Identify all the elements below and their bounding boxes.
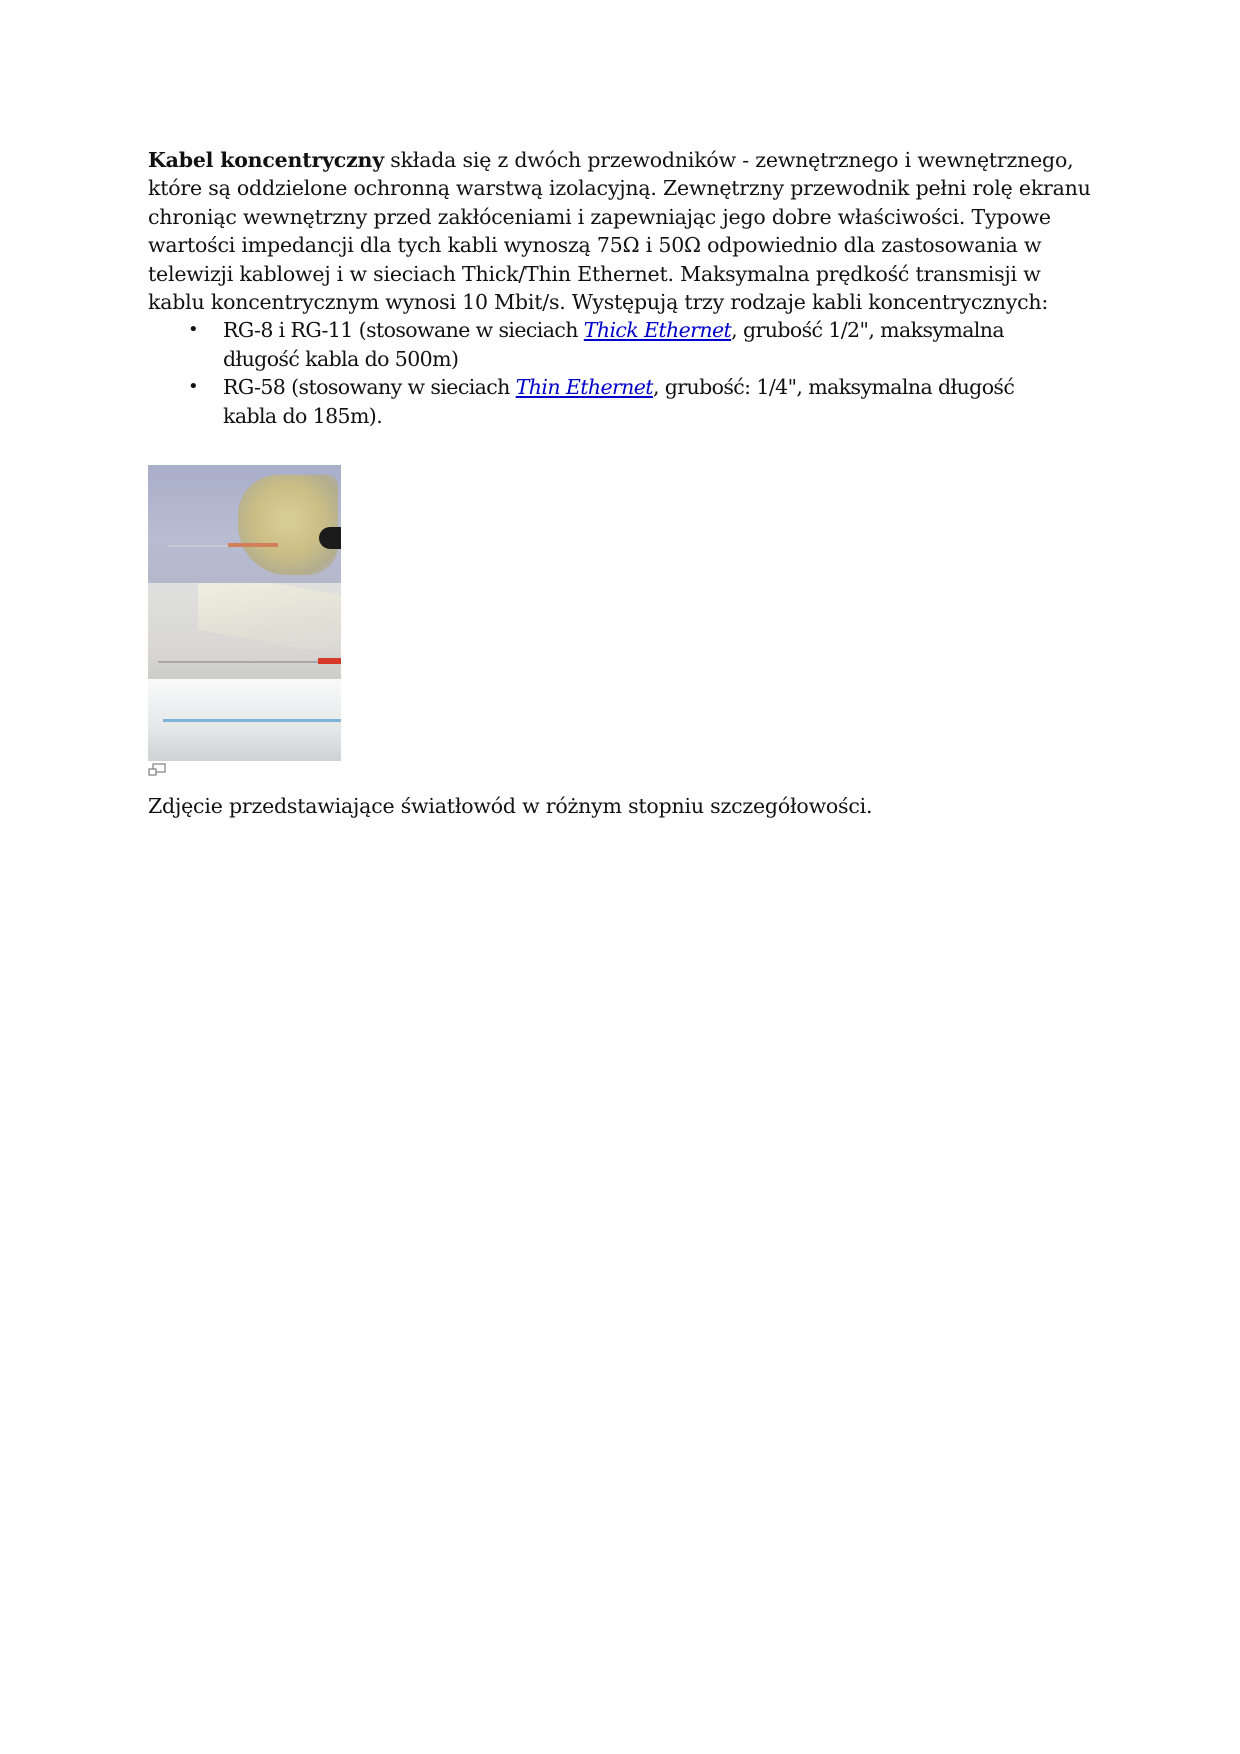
list-text: , grubość: 1/4", maksymalna długość — [652, 375, 1015, 400]
bold-term: Kabel koncentryczny — [148, 148, 384, 172]
photo-panel-fiber-strands — [148, 583, 341, 679]
paragraph-text: składa się z dwóch przewodników - zewnętrznego i wewnętrznego, — [383, 148, 1074, 172]
fiber-optic-photo — [148, 465, 341, 761]
bullet-icon: • — [188, 376, 199, 398]
list-text: , grubość 1/2", maksymalna — [731, 318, 1004, 343]
single-fiber-shape — [163, 719, 341, 722]
figure-caption: Zdjęcie przedstawiające światłowód w różnym stopniu szczegółowości. — [148, 794, 873, 818]
cable-types-list — [148, 316, 1088, 430]
list-text: długość kabla do 500m) — [223, 346, 459, 371]
fiber-strands-shape — [198, 583, 341, 656]
list-item-rg58 — [148, 373, 1088, 430]
thick-ethernet-link[interactable]: Thick Ethernet — [583, 318, 732, 343]
image-placeholder-icon[interactable] — [148, 762, 166, 776]
fiber-strand-shape — [158, 661, 318, 663]
photo-panel-fiber-bundle — [148, 465, 341, 583]
paragraph-line-4: wartości impedancji dla tych kabli wynoszą 75Ω i 50Ω odpowiednio dla zastosowania w — [148, 233, 1042, 258]
paragraph-line-5: telewizji kablowej i w sieciach Thick/Thin Ethernet. Maksymalna prędkość transmisji w — [148, 261, 1041, 286]
list-text: RG-58 (stosowany w sieciach — [223, 375, 516, 400]
fiber-bundle-shape — [238, 475, 338, 575]
fiber-coating-shape — [318, 658, 341, 664]
list-text: RG-8 i RG-11 (stosowane w sieciach — [223, 318, 584, 343]
paragraph-line-1 — [148, 146, 1088, 174]
paragraph-line-2: które są oddzielone ochronną warstwą izolacyjną. Zewnętrzny przewodnik pełni rolę ekranu — [148, 176, 1091, 201]
list-text: kabla do 185m). — [223, 403, 383, 428]
document-body — [148, 146, 1091, 430]
bullet-icon: • — [188, 319, 199, 341]
photo-panel-single-fiber — [148, 679, 341, 761]
paragraph-line-3: chroniąc wewnętrzny przed zakłóceniami i zapewniając jego dobre właściwości. Typowe — [148, 204, 1051, 229]
list-item-rg8 — [148, 316, 1088, 373]
fiber-coating-shape — [228, 543, 278, 547]
cable-jacket-shape — [319, 527, 341, 549]
intro-paragraph — [148, 146, 1091, 316]
paragraph-line-6: kablu koncentrycznym wynosi 10 Mbit/s. Występują trzy rodzaje kabli koncentrycznych: — [148, 290, 1049, 315]
thin-ethernet-link[interactable]: Thin Ethernet — [515, 375, 653, 400]
